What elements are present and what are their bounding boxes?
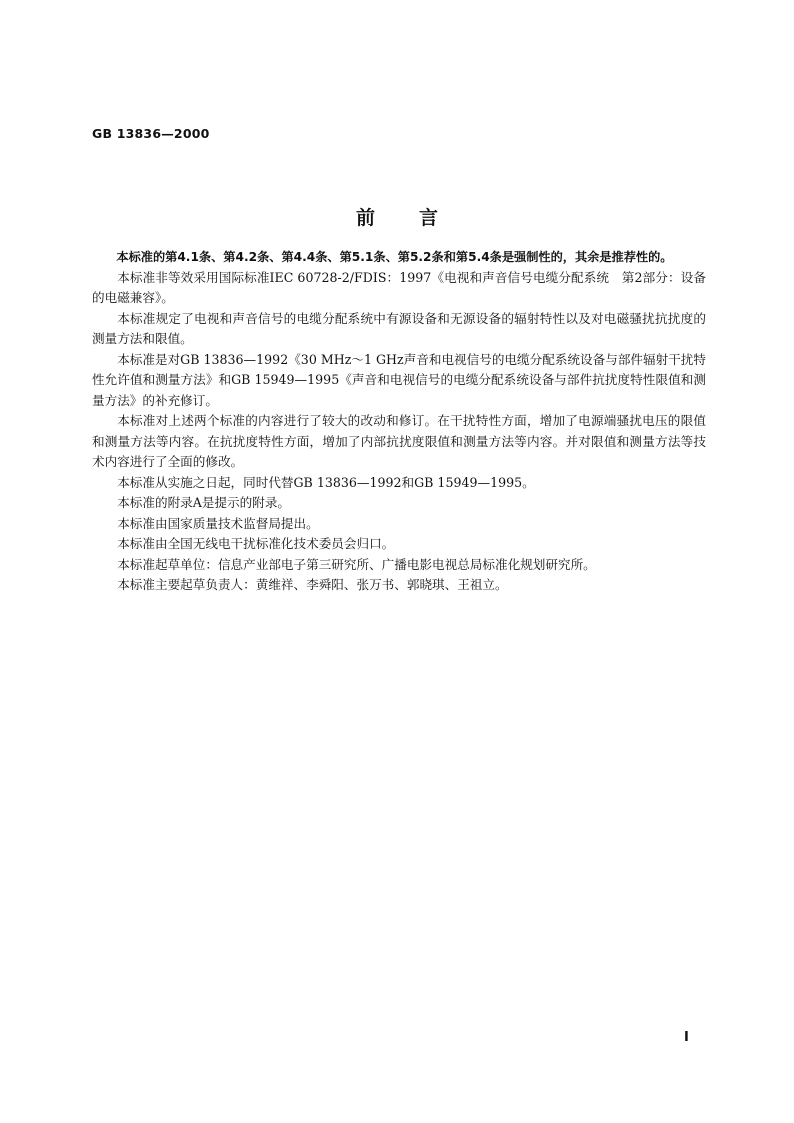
foreword-body	[92, 247, 706, 596]
paragraph-changes: 本标准对上述两个标准的内容进行了较大的改动和修订。在干扰特性方面，增加了电源端骚扰电压的限值和测量方法等内容。在抗扰度特性方面，增加了内部抗扰度限值和测量方法等内容。并对限值和测量方法等技术内容进行了全面的修改。	[92, 413, 706, 469]
paragraph-replacement: 本标准从实施之日起，同时代替GB 13836—1992和GB 15949—1995。	[117, 474, 535, 490]
page-number: Ⅰ	[684, 1030, 689, 1045]
page-title: 前言	[355, 207, 482, 229]
paragraph-committee: 本标准由全国无线电干扰标准化技术委员会归口。	[117, 536, 395, 551]
paragraph-proposer: 本标准由国家质量技术监督局提出。	[117, 515, 319, 531]
paragraph-scope: 本标准规定了电视和声音信号的电缆分配系统中有源设备和无源设备的辐射特性以及对电磁骚扰抗扰度的测量方法和限值。	[92, 310, 706, 346]
paragraph-drafters: 本标准主要起草负责人：黄维祥、李舜阳、张万书、郭晓琪、王祖立。	[117, 577, 508, 592]
standard-code-header: GB 13836—2000	[92, 126, 210, 141]
paragraph-revision: 本标准是对GB 13836—1992《30 MHz～1 GHz声音和电视信号的电缆分配系统设备与部件辐射干扰特性允许值和测量方法》和GB 15949—1995《声音和电视信号的电缆分配系统设备与部件抗扰度特性限值和测量方法》的补充修订。	[92, 351, 706, 408]
paragraph-drafting-units: 本标准起草单位：信息产业部电子第三研究所、广播电影电视总局标准化规划研究所。	[117, 556, 596, 572]
paragraph-mandatory-clauses: 本标准的第4.1条、第4.2条、第4.4条、第5.1条、第5.2条和第5.4条是强制性的，其余是推荐性的。	[116, 250, 673, 264]
paragraph-appendix: 本标准的附录A是提示的附录。	[117, 495, 291, 510]
paragraph-adoption: 本标准非等效采用国际标准IEC 60728-2/FDIS：1997《电视和声音信号电缆分配系统 第2部分：设备的电磁兼容》。	[92, 269, 706, 305]
